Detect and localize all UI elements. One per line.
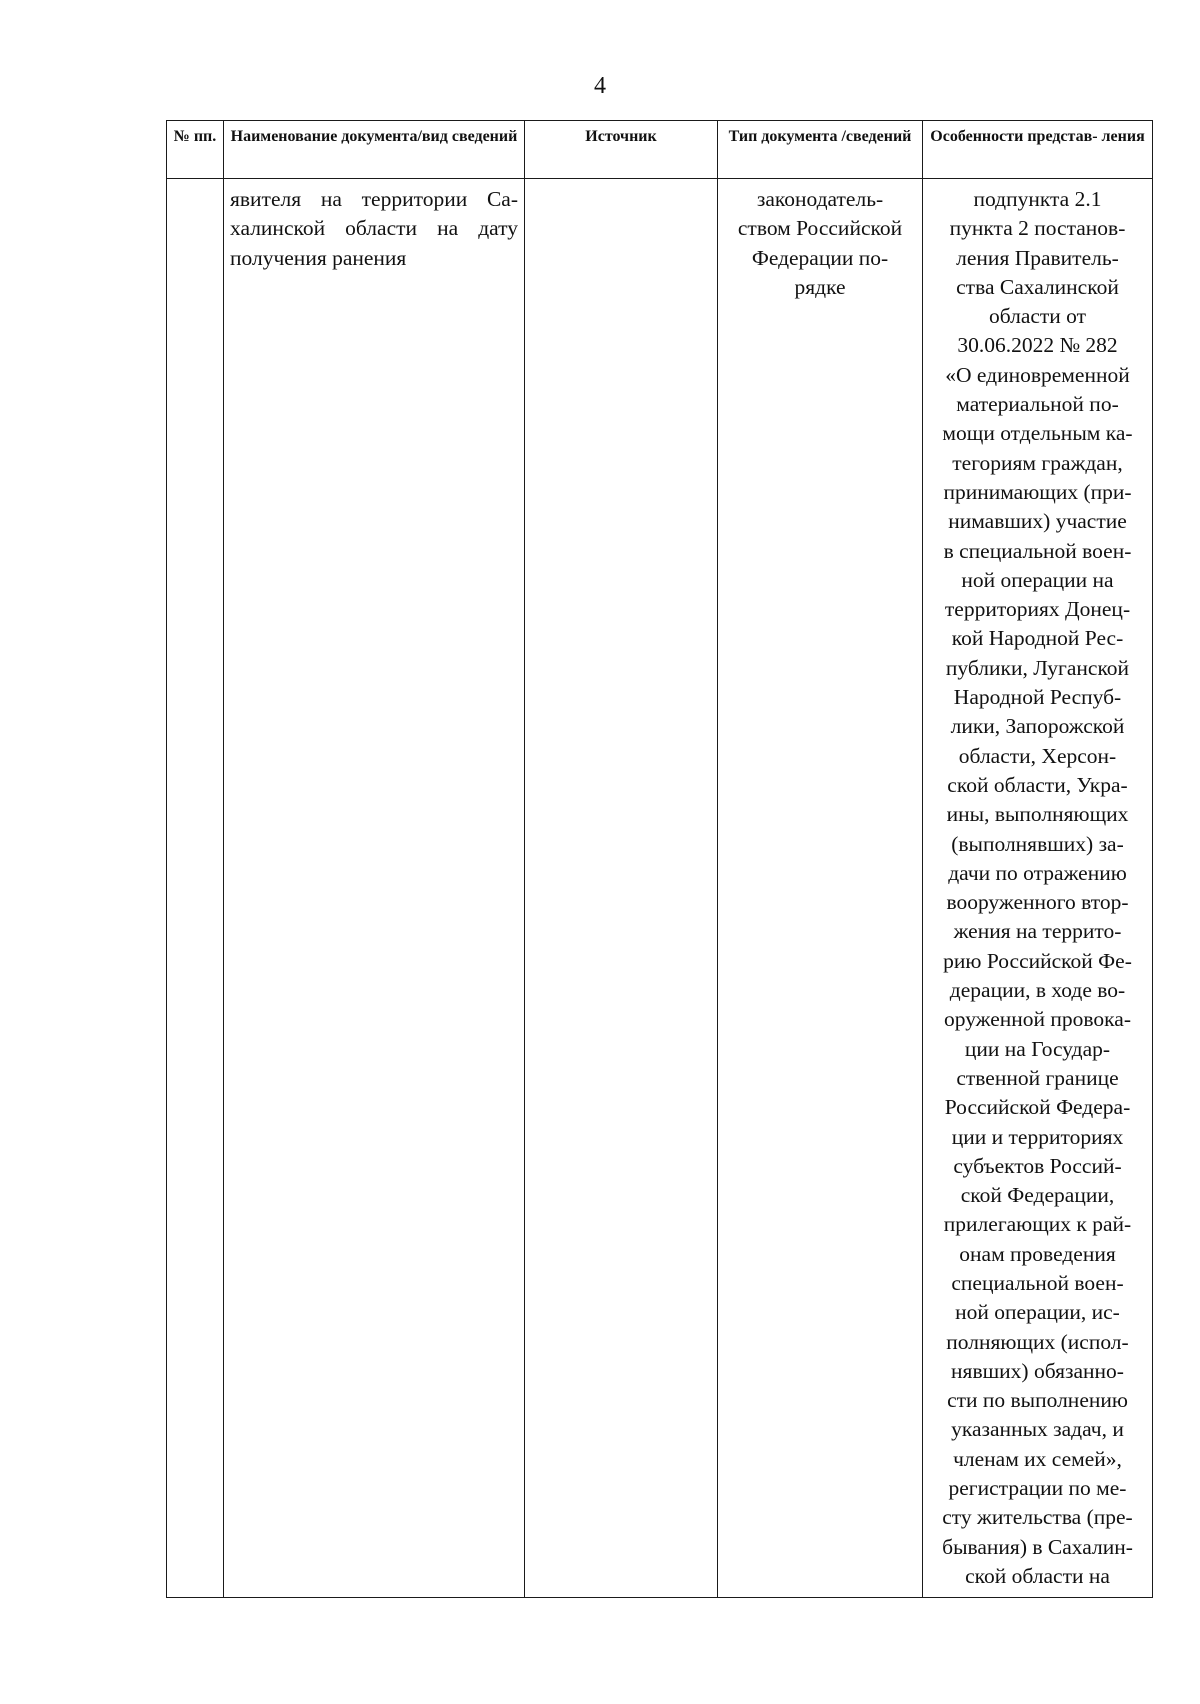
header-features	[923, 121, 1153, 179]
features-line: ной операции на	[961, 567, 1114, 592]
header-type	[718, 121, 923, 179]
features-line: области от	[988, 304, 1087, 329]
name-line: получения ранения	[230, 245, 407, 270]
features-line: территориях Донец-	[944, 597, 1131, 622]
features-line: дерации, в ходе во-	[949, 978, 1126, 1003]
features-line: тегориям граждан,	[952, 450, 1123, 475]
features-line: регистрации по ме-	[948, 1476, 1127, 1501]
features-line: жения на террито-	[953, 919, 1122, 944]
features-line: Народной Респуб-	[953, 685, 1122, 710]
features-line: подпункта 2.1	[973, 187, 1102, 211]
page-number: 4	[594, 73, 606, 99]
table-header-row	[167, 121, 1153, 179]
header-source	[525, 121, 718, 179]
type-line: ством Российской	[737, 216, 903, 241]
features-line: специальной воен-	[951, 1270, 1124, 1295]
features-line: оруженной провока-	[943, 1007, 1132, 1032]
features-line: членам их семей»,	[953, 1446, 1122, 1471]
features-line: нимавших) участие	[948, 509, 1127, 534]
features-line: ской Федерации,	[960, 1183, 1115, 1208]
header-name-label: Наименование документа/вид сведений	[230, 128, 518, 145]
features-line: ства Сахалинской	[956, 274, 1119, 299]
type-line: законодатель-	[756, 187, 884, 211]
features-line: нявших) обязанно-	[951, 1358, 1124, 1383]
features-line: онам проведения	[959, 1241, 1116, 1266]
features-line: дачи по отражению	[948, 860, 1127, 885]
features-line: материальной по-	[956, 392, 1119, 417]
table-row	[167, 179, 1153, 1598]
features-line: ной операции, ис-	[955, 1300, 1120, 1325]
features-line: 30.06.2022 № 282	[957, 333, 1118, 358]
features-line: принимающих (при-	[943, 479, 1132, 504]
cell-type-text	[718, 179, 922, 302]
cell-name-text	[224, 179, 524, 273]
document-table	[166, 120, 1153, 1598]
features-line: полняющих (испол-	[946, 1329, 1129, 1354]
features-line: указанных задач, и	[951, 1417, 1124, 1442]
features-line: пункта 2 постанов-	[949, 216, 1126, 241]
features-line: лики, Запорожской	[950, 714, 1125, 739]
header-features-label: Особенности представ- ления	[930, 128, 1145, 145]
features-line: сту жительства (пре-	[942, 1505, 1133, 1530]
features-line: Российской Федера-	[944, 1095, 1131, 1120]
features-line: рию Российской Фе-	[943, 948, 1132, 973]
features-line: кой Народной Рес-	[951, 626, 1124, 651]
features-line: субъектов Россий-	[953, 1153, 1122, 1178]
features-line: «О единовременной	[945, 362, 1130, 387]
features-line: ственной границе	[956, 1065, 1119, 1090]
header-num	[167, 121, 224, 179]
features-line: ской области, Укра-	[947, 772, 1128, 797]
name-line: халинской области на дату	[230, 216, 518, 241]
features-line: ины, выполняющих	[946, 802, 1129, 827]
features-line: прилегающих к рай-	[943, 1212, 1132, 1237]
features-line: ской области на	[965, 1563, 1110, 1588]
cell-num	[167, 179, 224, 1598]
features-line: публики, Луганской	[945, 655, 1130, 680]
features-line: (выполнявших) за-	[951, 831, 1124, 856]
header-name	[224, 121, 525, 179]
cell-source	[525, 179, 718, 1598]
features-line: ции на Государ-	[964, 1036, 1111, 1061]
features-line: вооруженного втор-	[946, 890, 1129, 915]
cell-num-text	[167, 179, 223, 185]
cell-source-text	[525, 179, 717, 185]
name-line: явителя на территории Са-	[230, 187, 518, 211]
cell-name	[224, 179, 525, 1598]
header-source-label: Источник	[585, 128, 657, 145]
cell-type	[718, 179, 923, 1598]
features-line: ции и территориях	[951, 1124, 1124, 1149]
cell-features-text	[923, 179, 1152, 1591]
cell-features	[923, 179, 1153, 1598]
features-line: области, Херсон-	[958, 743, 1117, 768]
features-line: мощи отдельным ка-	[942, 421, 1133, 446]
features-line: ления Правитель-	[956, 245, 1119, 270]
features-line: бывания) в Сахалин-	[942, 1534, 1133, 1559]
type-line: Федерации по-	[751, 245, 889, 270]
header-type-label: Тип документа /сведений	[728, 128, 912, 145]
header-num-label: № пп.	[173, 128, 217, 145]
features-line: сти по выполнению	[947, 1388, 1128, 1413]
type-line: рядке	[794, 274, 846, 299]
features-line: в специальной воен-	[943, 538, 1132, 563]
